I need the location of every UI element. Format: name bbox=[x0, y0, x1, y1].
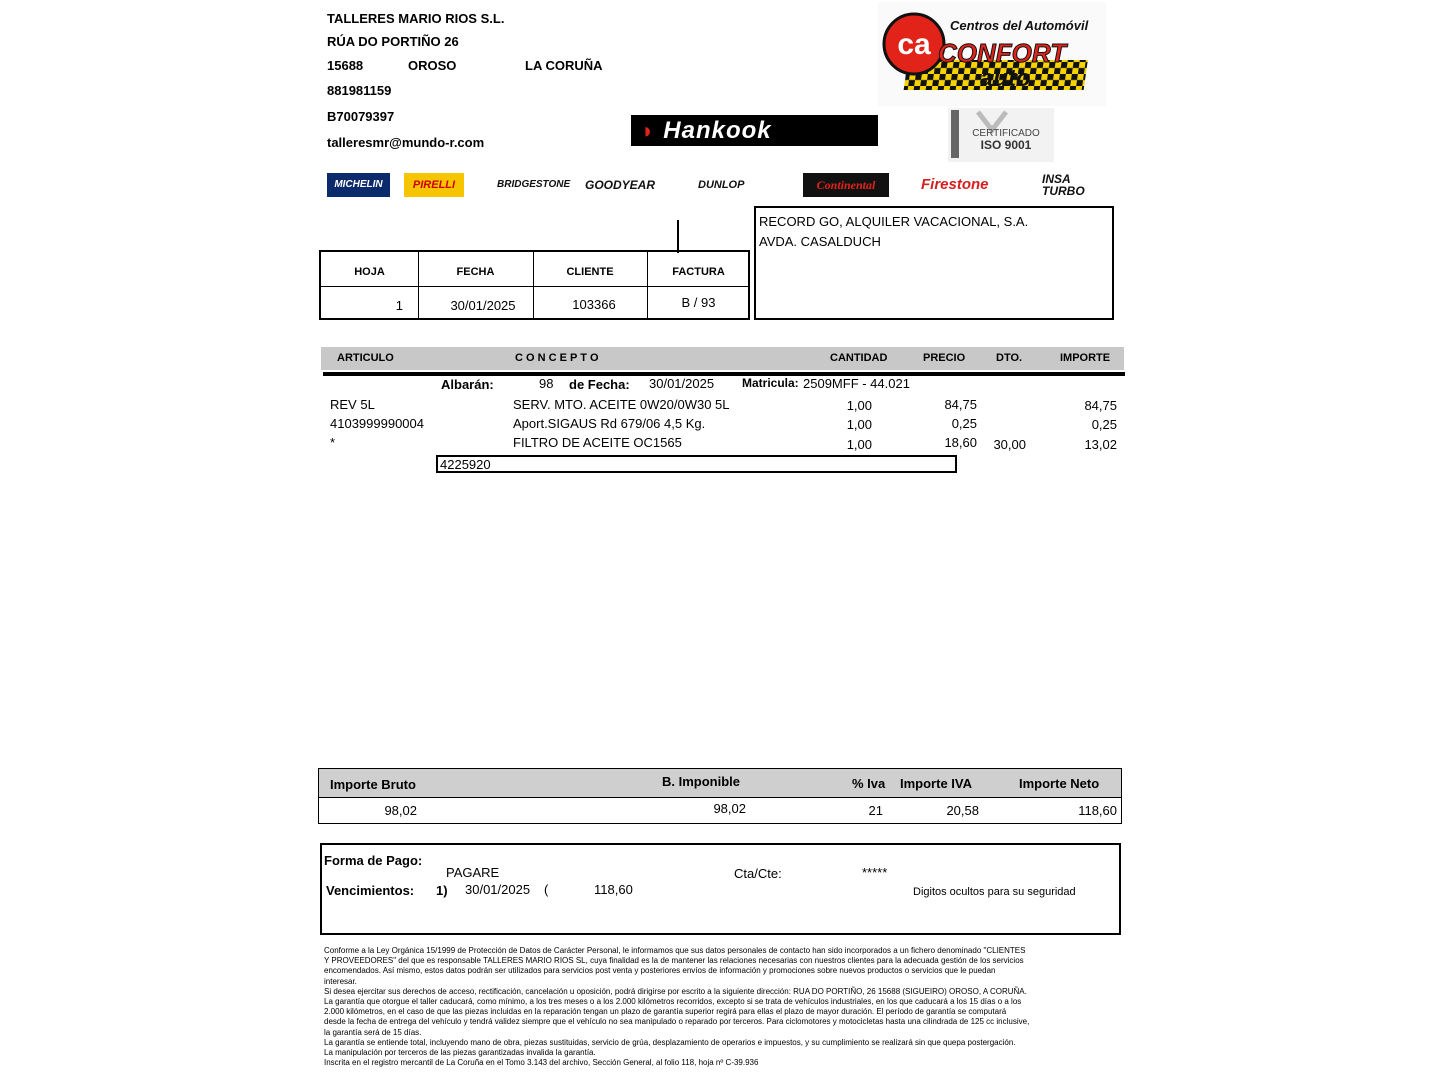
continental-logo: Continental bbox=[803, 173, 889, 197]
item-cantidad: 1,00 bbox=[846, 417, 872, 432]
fecha-header: FECHA bbox=[456, 266, 495, 278]
item-precio: 84,75 bbox=[944, 397, 977, 412]
svg-text:Centros del Automóvil: Centros del Automóvil bbox=[950, 18, 1089, 33]
vencimientos-label: Vencimientos: bbox=[326, 883, 415, 898]
importe-neto-value: 118,60 bbox=[1078, 803, 1117, 818]
articulo-column: ARTICULO bbox=[337, 352, 394, 364]
iva-pct-label: % Iva bbox=[852, 776, 886, 791]
goodyear-logo: GOODYEAR bbox=[585, 178, 656, 192]
svg-text:ISO 9001: ISO 9001 bbox=[980, 138, 1032, 152]
company-province: LA CORUÑA bbox=[525, 58, 603, 73]
importe-bruto-label: Importe Bruto bbox=[330, 777, 416, 792]
cuenta-value: ***** bbox=[862, 865, 888, 880]
vencimiento-amount: 118,60 bbox=[594, 882, 633, 897]
legal-paragraph: Inscrita en el registro mercantil de La Coruña en el Tomo 3.143 del archivo, Sección General, al folio 118, hoja nº C-39.936 bbox=[324, 1058, 759, 1068]
vencimiento-index: 1) bbox=[436, 883, 448, 898]
invoice-header-table bbox=[319, 250, 750, 320]
legal-paragraph: La garantía que otorgue el taller caducará, como mínimo, a los tres meses o a los 2.000 kilómetros recorridos, excepto si se trata de vehículos industriales, en los que caducará a los 15 días o a los 2.000 kilómetros, en el caso de que las piezas incluidas en la reparación tengan un plazo de garantía superior regirá para ellas el plazo de mayor duración. El período de garantía se computará desde la fecha de entrega del vehículo y tendrá validez siempre que el vehículo no sea manipulado o reparado por terceros. Para ciclomotores y motocicletas hasta una cilindrada de 125 cc inclusive, la garantía será de 15 días. bbox=[324, 997, 1030, 1037]
legal-notice bbox=[324, 946, 1030, 1068]
hoja-value: 1 bbox=[395, 298, 403, 313]
factura-value: B / 93 bbox=[681, 295, 716, 310]
item-importe: 0,25 bbox=[1091, 417, 1117, 432]
cliente-value: 103366 bbox=[572, 297, 616, 312]
hankook-logo: ◗ Hankook bbox=[631, 115, 878, 146]
item-articulo: * bbox=[330, 435, 336, 450]
precio-column: PRECIO bbox=[923, 352, 966, 364]
company-tax-id: B70079397 bbox=[327, 109, 395, 124]
forma-pago-value: PAGARE bbox=[446, 865, 500, 880]
importe-column: IMPORTE bbox=[1060, 352, 1111, 364]
dto-column: DTO. bbox=[996, 352, 1023, 364]
company-city: OROSO bbox=[408, 58, 457, 73]
cuenta-label: Cta/Cte: bbox=[734, 866, 782, 881]
legal-paragraph: La manipulación por terceros de las piezas garantizadas invalida la garantía. bbox=[324, 1048, 596, 1058]
cliente-header: CLIENTE bbox=[566, 266, 614, 278]
firestone-logo: Firestone bbox=[921, 176, 989, 193]
company-postal-code: 15688 bbox=[327, 58, 364, 73]
importe-iva-value: 20,58 bbox=[946, 803, 979, 818]
item-articulo: REV 5L bbox=[330, 397, 375, 412]
cantidad-column: CANTIDAD bbox=[830, 352, 888, 364]
albaran-date-label: de Fecha: bbox=[569, 377, 630, 392]
bridgestone-logo: BRIDGESTONE bbox=[497, 179, 571, 190]
albaran-number: 98 bbox=[539, 376, 554, 391]
matricula-value: 2509MFF - 44.021 bbox=[803, 376, 910, 391]
confort-auto-logo bbox=[878, 2, 1106, 106]
importe-iva-label: Importe IVA bbox=[900, 776, 972, 791]
client-address-box bbox=[754, 206, 1114, 320]
base-imponible-value: 98,02 bbox=[713, 801, 746, 816]
item-importe: 84,75 bbox=[1084, 398, 1117, 413]
client-name: RECORD GO, ALQUILER VACACIONAL, S.A. bbox=[759, 214, 1029, 229]
pirelli-logo: PIRELLI bbox=[404, 173, 464, 197]
hoja-header: HOJA bbox=[354, 266, 385, 278]
lot-note-box: 4225920 bbox=[436, 455, 957, 473]
item-articulo: 4103999990004 bbox=[330, 416, 424, 431]
importe-neto-label: Importe Neto bbox=[1019, 776, 1100, 791]
forma-pago-label: Forma de Pago: bbox=[324, 853, 423, 868]
separator-line bbox=[677, 220, 679, 253]
company-email: talleresmr@mundo-r.com bbox=[327, 135, 485, 150]
company-address: RÚA DO PORTIÑO 26 bbox=[327, 34, 459, 49]
albaran-label: Albarán: bbox=[441, 377, 494, 392]
item-concepto: Aport.SIGAUS Rd 679/06 4,5 Kg. bbox=[513, 416, 706, 431]
legal-paragraph: Conforme a la Ley Orgánica 15/1999 de Protección de Datos de Carácter Personal, le informamos que sus datos personales de contacto han sido incorporados a un fichero denominado "CLIENTES Y PROVEEDORES" del que es responsable TALLERES MARIO RIOS SL, cuya finalidad es la de mantener las relaciones necesarias con nuestros clientes para la adecuada gestión de los servicios encomendados. Así mismo, estos datos podrán ser utilizados para servicios post venta y posteriores envíos de información y promociones sobre nuevos productos o servicios que le puedan interesar. bbox=[324, 946, 1026, 986]
item-importe: 13,02 bbox=[1084, 437, 1117, 452]
fecha-value: 30/01/2025 bbox=[450, 298, 516, 313]
svg-text:auto: auto bbox=[980, 65, 1031, 92]
base-imponible-label: B. Imponible bbox=[662, 774, 740, 789]
albaran-date: 30/01/2025 bbox=[649, 376, 715, 391]
insa-turbo-logo: INSA TURBO bbox=[1042, 172, 1085, 198]
concepto-column: C O N C E P T O bbox=[515, 352, 599, 364]
iva-pct-value: 21 bbox=[868, 803, 883, 818]
client-address: AVDA. CASALDUCH bbox=[759, 234, 881, 249]
hidden-digits-note: Digitos ocultos para su seguridad bbox=[913, 886, 1076, 898]
legal-paragraph: La garantía se entiende total, incluyendo mano de obra, piezas sustituidas, servicio de grúa, desplazamiento de operarios e impuestos, y su cumplimiento se realizará sin que quepa postergación. bbox=[324, 1037, 1016, 1047]
totals-table bbox=[318, 768, 1122, 824]
item-cantidad: 1,00 bbox=[846, 437, 872, 452]
company-name: TALLERES MARIO RIOS S.L. bbox=[327, 11, 505, 26]
svg-text:CERTIFICADO: CERTIFICADO bbox=[972, 128, 1040, 139]
svg-text:ca: ca bbox=[897, 28, 931, 61]
item-precio: 0,25 bbox=[951, 416, 977, 431]
item-dto: 30,00 bbox=[993, 437, 1026, 452]
vencimiento-date: 30/01/2025 bbox=[465, 882, 531, 897]
items-column-header bbox=[321, 347, 1124, 370]
item-precio: 18,60 bbox=[944, 435, 977, 450]
payment-box bbox=[320, 843, 1121, 935]
vencimiento-separator: ( bbox=[544, 882, 549, 897]
matricula-label: Matricula: bbox=[742, 376, 799, 390]
factura-header: FACTURA bbox=[672, 266, 725, 278]
svg-text:CONFORT: CONFORT bbox=[938, 38, 1067, 68]
item-concepto: SERV. MTO. ACEITE 0W20/0W30 5L bbox=[513, 397, 730, 412]
michelin-logo: MICHELIN bbox=[327, 173, 390, 197]
item-cantidad: 1,00 bbox=[846, 398, 872, 413]
header-rule bbox=[323, 372, 1125, 376]
iso-9001-certificate-logo bbox=[948, 108, 1054, 162]
item-concepto: FILTRO DE ACEITE OC1565 bbox=[513, 435, 682, 450]
importe-bruto-value: 98,02 bbox=[384, 803, 417, 818]
company-phone: 881981159 bbox=[327, 83, 392, 98]
legal-paragraph: Si desea ejercitar sus derechos de acceso, rectificación, cancelación u oposición, podrá dirigirse por escrito a la siguiente dirección: RUA DO PORTIÑO, 26 15688 (SIGUEIRO) OROSO, A CORUÑA. bbox=[324, 986, 1027, 996]
dunlop-logo: DUNLOP bbox=[698, 179, 745, 191]
